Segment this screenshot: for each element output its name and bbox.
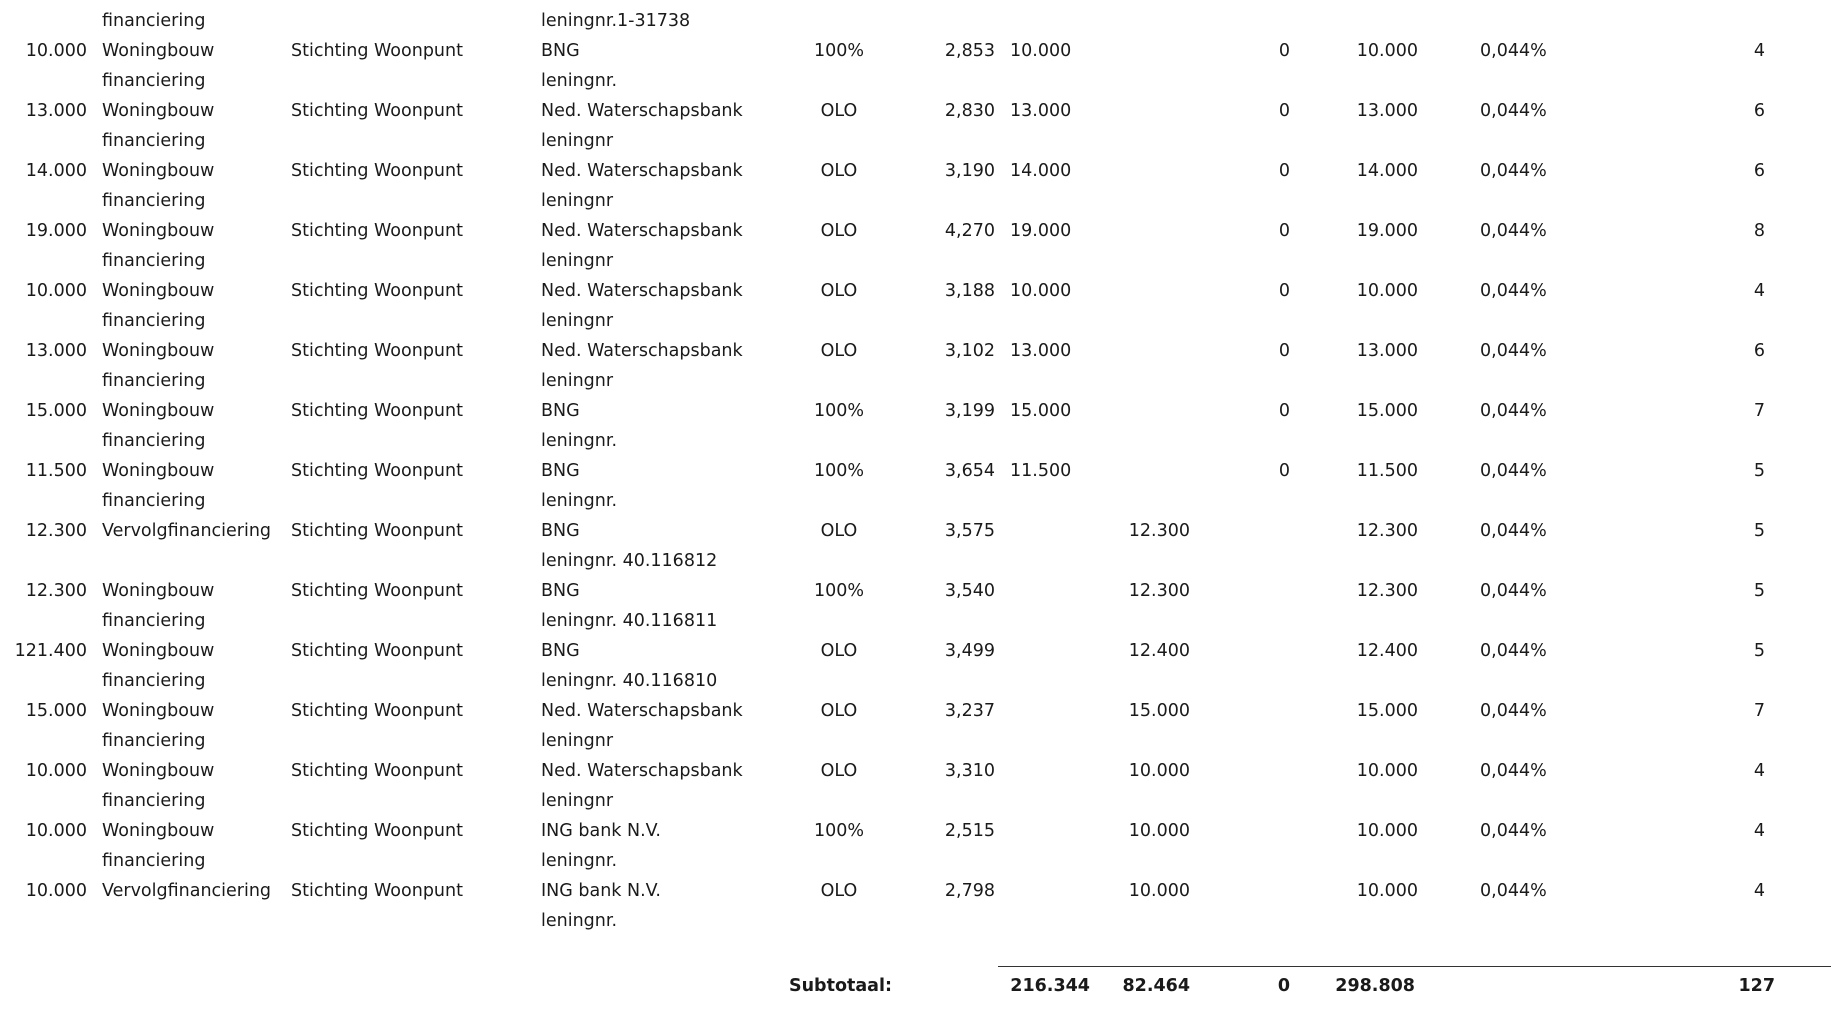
row-new-loans [1090,96,1190,126]
row-new-loans: 10.000 [1128,761,1190,781]
row-percentage: 0,044% [1480,701,1547,721]
row-new-loans [1090,336,1190,366]
row-balance-end: 10.000 [1356,821,1418,841]
table-row [0,696,1831,756]
row-lender: Ned. Waterschapsbank [541,101,743,121]
row-purpose-continued: financiering [102,251,206,271]
row-amount: 13.000 [25,341,87,361]
row-loan-number: leningnr. [541,911,618,931]
row-lender: ING bank N.V. [541,821,661,841]
row-guarantee: 100% [813,401,865,421]
row-counterparty: Stichting Woonpunt [291,881,463,901]
row-purpose-continued: financiering [102,431,206,451]
subtotal-repaid: 0 [1277,976,1290,996]
row-balance-begin: 13.000 [1010,101,1072,121]
table-row [0,96,1831,156]
row-loan-number: leningnr. 40.116812 [541,551,718,571]
row-interest-rate: 3,237 [944,701,995,721]
row-counterparty: Stichting Woonpunt [291,641,463,661]
row-repaid: 0 [1278,281,1290,301]
row-lender: Ned. Waterschapsbank [541,701,743,721]
row-interest-rate: 2,515 [944,821,995,841]
row-new-loans: 12.300 [1128,581,1190,601]
row-interest: 5 [1753,581,1765,601]
row-balance-begin [1010,516,1090,546]
row-loan-number: leningnr [541,791,614,811]
row-purpose-continued: financiering [102,371,206,391]
row-percentage: 0,044% [1480,581,1547,601]
row-balance-end: 19.000 [1356,221,1418,241]
row-interest-rate: 3,540 [944,581,995,601]
row-balance-begin: 10.000 [1010,281,1072,301]
row-repaid [1200,516,1290,546]
row-amount: 15.000 [25,401,87,421]
row-purpose: Woningbouw [102,341,215,361]
row-loan-number: leningnr [541,191,614,211]
row-interest-rate: 4,270 [944,221,995,241]
row-purpose: Woningbouw [102,101,215,121]
row-interest-rate: 3,575 [944,521,995,541]
row-interest-rate: 3,199 [944,401,995,421]
row-new-loans [1090,276,1190,306]
row-percentage: 0,044% [1480,221,1547,241]
row-lender: Ned. Waterschapsbank [541,221,743,241]
row-counterparty: Stichting Woonpunt [291,401,463,421]
row-purpose-continued [102,906,282,936]
row-counterparty: Stichting Woonpunt [291,41,463,61]
row-new-loans: 10.000 [1128,881,1190,901]
row-repaid [1200,816,1290,846]
row-balance-begin [1010,756,1090,786]
row-balance-begin: 15.000 [1010,401,1072,421]
row-amount: 14.000 [25,161,87,181]
row-purpose-continued: financiering [102,731,206,751]
row-loan-number: leningnr [541,371,614,391]
row-amount: 12.300 [25,581,87,601]
row-loan-number: leningnr [541,131,614,151]
row-counterparty: Stichting Woonpunt [291,821,463,841]
row-interest: 4 [1753,761,1765,781]
row-purpose: Woningbouw [102,581,215,601]
row-purpose: Woningbouw [102,41,215,61]
row-interest-rate: 2,853 [944,41,995,61]
table-row [0,756,1831,816]
row-purpose: Vervolgfinanciering [102,521,272,541]
row-loan-number: leningnr. [541,851,618,871]
row-loan-number: leningnr [541,251,614,271]
row-purpose-continued: financiering [102,311,206,331]
row-repaid: 0 [1278,401,1290,421]
row-balance-begin: 19.000 [1010,221,1072,241]
table-row [0,336,1831,396]
row-interest-rate: 3,499 [944,641,995,661]
row-percentage: 0,044% [1480,161,1547,181]
row-percentage: 0,044% [1480,281,1547,301]
row-purpose-continued: financiering [102,671,206,691]
row-interest: 4 [1753,821,1765,841]
row-balance-end: 10.000 [1356,281,1418,301]
row-counterparty: Stichting Woonpunt [291,101,463,121]
row-purpose: Woningbouw [102,821,215,841]
table-row [0,516,1831,576]
row-guarantee: OLO [820,161,858,181]
row-balance-end: 12.400 [1356,641,1418,661]
row-purpose: Woningbouw [102,761,215,781]
row-amount: 10.000 [25,41,87,61]
row-interest: 6 [1753,101,1765,121]
row-balance-begin [1010,816,1090,846]
row-guarantee: OLO [820,221,858,241]
row-amount: 15.000 [25,701,87,721]
row-repaid: 0 [1278,101,1290,121]
row-lender: ING bank N.V. [541,881,661,901]
row-amount: 10.000 [25,881,87,901]
row-interest-rate: 3,190 [944,161,995,181]
row-interest: 5 [1753,521,1765,541]
row-guarantee: OLO [820,701,858,721]
subtotal-begin: 216.344 [1010,976,1090,996]
row-interest: 5 [1753,641,1765,661]
row-loan-number: leningnr. [541,491,618,511]
row-new-loans [1090,456,1190,486]
row-percentage: 0,044% [1480,41,1547,61]
row-loan-number: leningnr. [541,431,618,451]
row-balance-end: 10.000 [1356,41,1418,61]
row-counterparty: Stichting Woonpunt [291,761,463,781]
row-purpose: Woningbouw [102,281,215,301]
row-interest-rate: 3,310 [944,761,995,781]
row-counterparty: Stichting Woonpunt [291,581,463,601]
table-row [0,276,1831,336]
row-balance-end: 12.300 [1356,581,1418,601]
row-balance-end: 10.000 [1356,761,1418,781]
row-balance-end: 11.500 [1356,461,1418,481]
row-lender: BNG [541,521,580,541]
row-balance-begin: 14.000 [1010,161,1072,181]
row-interest: 6 [1753,341,1765,361]
row-purpose: Woningbouw [102,161,215,181]
row-counterparty: Stichting Woonpunt [291,521,463,541]
table-row [0,396,1831,456]
row-purpose: Woningbouw [102,221,215,241]
row-percentage: 0,044% [1480,821,1547,841]
row-purpose-continued: financiering [102,191,206,211]
row-loan-number: leningnr [541,731,614,751]
table-row [0,876,1831,936]
row-counterparty: Stichting Woonpunt [291,701,463,721]
row-interest: 5 [1753,461,1765,481]
row-counterparty: Stichting Woonpunt [291,281,463,301]
subtotal-divider [998,966,1831,967]
row-balance-end: 12.300 [1356,521,1418,541]
subtotal-end: 298.808 [1335,976,1415,996]
row-guarantee: OLO [820,281,858,301]
row-lender: Ned. Waterschapsbank [541,761,743,781]
row-repaid [1200,876,1290,906]
row-percentage: 0,044% [1480,641,1547,661]
row-balance-begin: 10.000 [1010,41,1072,61]
row-balance-end: 13.000 [1356,341,1418,361]
row-balance-begin: 11.500 [1010,461,1072,481]
row-amount: 10.000 [25,761,87,781]
row-interest-rate: 3,188 [944,281,995,301]
table-row [0,156,1831,216]
row-balance-end: 10.000 [1356,881,1418,901]
row-new-loans [1090,156,1190,186]
row-loan-number: leningnr [541,311,614,331]
row-purpose: Vervolgfinanciering [102,881,272,901]
row-purpose-continued: financiering [102,131,206,151]
row-purpose: Woningbouw [102,401,215,421]
subtotal-label: Subtotaal: [789,976,892,996]
row-amount: 12.300 [25,521,87,541]
table-row [0,36,1831,96]
row-amount: 19.000 [25,221,87,241]
row-repaid [1200,696,1290,726]
table-row [0,636,1831,696]
row-repaid: 0 [1278,221,1290,241]
row-amount: 11.500 [25,461,87,481]
row-lender: BNG [541,41,580,61]
row-new-loans: 15.000 [1128,701,1190,721]
row-lender: BNG [541,581,580,601]
row-balance-begin [1010,876,1090,906]
row-guarantee: OLO [820,881,858,901]
row-balance-end: 15.000 [1356,401,1418,421]
row-guarantee: OLO [820,521,858,541]
row-guarantee: 100% [813,821,865,841]
row-loan-number: leningnr. 40.116811 [541,611,718,631]
row-guarantee: OLO [820,641,858,661]
row-purpose-continued: financiering [102,851,206,871]
subtotal-new: 82.464 [1122,976,1190,996]
row-repaid: 0 [1278,41,1290,61]
row-amount: 10.000 [25,281,87,301]
row-percentage: 0,044% [1480,881,1547,901]
row-new-loans: 10.000 [1128,821,1190,841]
row-interest: 4 [1753,281,1765,301]
row-percentage: 0,044% [1480,341,1547,361]
row-purpose-continued: financiering [102,71,206,91]
row-percentage: 0,044% [1480,521,1547,541]
row-purpose-continued: financiering [102,791,206,811]
row-loan-number: leningnr. [541,71,618,91]
row-repaid: 0 [1278,341,1290,361]
row-repaid [1200,576,1290,606]
row-interest: 4 [1753,41,1765,61]
row-guarantee: OLO [820,341,858,361]
row-guarantee: OLO [820,101,858,121]
row-repaid [1200,636,1290,666]
row-interest-rate: 2,830 [944,101,995,121]
row-new-loans [1090,36,1190,66]
row-guarantee: 100% [813,581,865,601]
row-counterparty: Stichting Woonpunt [291,461,463,481]
table-row [0,576,1831,636]
row-balance-begin [1010,696,1090,726]
row-repaid: 0 [1278,161,1290,181]
row-interest: 7 [1753,701,1765,721]
row-loan-number: leningnr. 40.116810 [541,671,718,691]
row-guarantee: OLO [820,761,858,781]
row-amount: 13.000 [25,101,87,121]
row-lender: BNG [541,401,580,421]
row-guarantee: 100% [813,461,865,481]
row-balance-begin [1010,576,1090,606]
table-row [0,816,1831,876]
row-interest-rate: 3,102 [944,341,995,361]
row-balance-end: 15.000 [1356,701,1418,721]
row-purpose-continued [102,546,282,576]
row-purpose: Woningbouw [102,641,215,661]
row-balance-begin: 13.000 [1010,341,1072,361]
row-percentage: 0,044% [1480,461,1547,481]
row-counterparty: Stichting Woonpunt [291,341,463,361]
row-amount: 10.000 [25,821,87,841]
prev-row-lender-continuation: leningnr.1-31738 [541,11,691,31]
row-balance-end: 13.000 [1356,101,1418,121]
prev-row-purpose-continuation: financiering [102,11,206,31]
row-lender: BNG [541,641,580,661]
row-new-loans [1090,396,1190,426]
row-interest-rate: 2,798 [944,881,995,901]
row-purpose-continued: financiering [102,491,206,511]
row-new-loans: 12.300 [1128,521,1190,541]
row-amount: 121.400 [14,641,87,661]
row-purpose-continued: financiering [102,611,206,631]
row-counterparty: Stichting Woonpunt [291,221,463,241]
row-lender: Ned. Waterschapsbank [541,341,743,361]
row-counterparty: Stichting Woonpunt [291,161,463,181]
subtotal-interest: 127 [1738,976,1775,996]
row-new-loans [1090,216,1190,246]
row-percentage: 0,044% [1480,401,1547,421]
row-interest: 4 [1753,881,1765,901]
row-percentage: 0,044% [1480,101,1547,121]
row-repaid: 0 [1278,461,1290,481]
row-guarantee: 100% [813,41,865,61]
table-row [0,456,1831,516]
row-purpose: Woningbouw [102,461,215,481]
row-lender: Ned. Waterschapsbank [541,281,743,301]
row-balance-begin [1010,636,1090,666]
row-balance-end: 14.000 [1356,161,1418,181]
row-percentage: 0,044% [1480,761,1547,781]
row-interest: 6 [1753,161,1765,181]
table-row [0,216,1831,276]
row-lender: BNG [541,461,580,481]
row-interest-rate: 3,654 [944,461,995,481]
row-lender: Ned. Waterschapsbank [541,161,743,181]
row-interest: 8 [1753,221,1765,241]
row-new-loans: 12.400 [1128,641,1190,661]
row-purpose: Woningbouw [102,701,215,721]
row-interest: 7 [1753,401,1765,421]
row-repaid [1200,756,1290,786]
